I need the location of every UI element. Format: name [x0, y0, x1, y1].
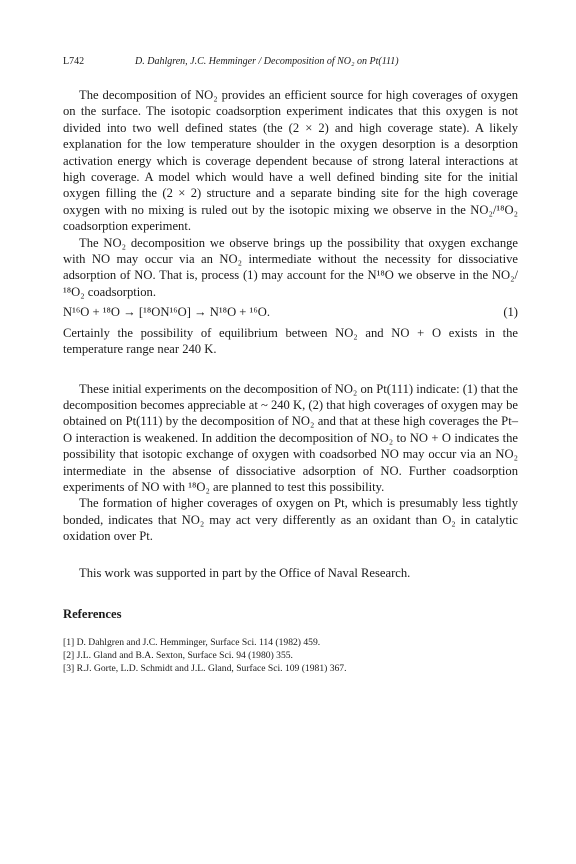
acknowledgement: This work was supported in part by the Office of Naval Research.: [79, 565, 411, 580]
running-title: D. Dahlgren, J.C. Hemminger / Decomposition of NO₂ on Pt(111): [135, 56, 399, 67]
page-number: L742: [63, 56, 85, 67]
equation-text: N¹⁶O + ¹⁸O → [¹⁸ON¹⁶O] → N¹⁸O + ¹⁶O.: [63, 305, 270, 320]
running-header: [63, 56, 518, 67]
references-heading: References: [63, 606, 122, 621]
paragraph: The formation of higher coverages of oxygen on Pt, which is presumably less tightly bonded, indicates that NO₂ may act very differently as an oxidant than O₂ in catalytic oxidation over Pt.: [63, 496, 518, 544]
paragraph: The NO₂ decomposition we observe brings up the possibility that oxygen exchange with NO may occur via an NO₂ intermediate without the necessity for dissociative adsorption of NO. That is, process (1) may account for the N¹⁸O we observe in the NO₂/¹⁸O₂ coadsorption.: [63, 235, 518, 299]
paragraph: These initial experiments on the decomposition of NO₂ on Pt(111) indicate: (1) that the decomposition becomes appreciable at ~ 240 K, (2) that high coverages of oxygen may be obtained on Pt(111) by the decomposition of NO₂ and that at these high coverages the Pt–O interaction is weakened. In addition the decomposition of NO₂ to NO + O indicates the possibility that isotopic exchange of oxygen with coadsorbed NO may occur via an NO₂ intermediate in the absense of dissociative adsorption of NO. Further coadsorption experiments of NO with ¹⁸O₂ are planned to test this possibility.: [63, 381, 518, 494]
equation-number: (1): [503, 305, 518, 320]
reference-item: [2] J.L. Gland and B.A. Sexton, Surface Sci. 94 (1980) 355.: [63, 649, 293, 661]
paragraph: The decomposition of NO₂ provides an efficient source for high coverages of oxygen on the surface. The isotopic coadsorption experiment indicates that this oxygen is not divided into two well defined states (the (2 × 2) and high coverage state). A likely explanation for the low temperature shoulder in the oxygen desorption is a desorption activation energy which is coverage dependent because of strong lateral interactions at high coverage. A model which would have a well defined binding site for the initial oxygen filling the (2 × 2) structure and a separate binding site for the high coverage oxygen with no mixing is ruled out by the isotopic mixing we observe in the NO₂/¹⁸O₂ coadsorption experiment.: [63, 88, 518, 234]
paragraph: Certainly the possibility of equilibrium between NO₂ and NO + O exists in the temperature range near 240 K.: [63, 325, 518, 357]
equation: [63, 304, 518, 320]
page: [63, 56, 518, 675]
reference-list: [63, 636, 518, 675]
reference-item: [3] R.J. Gorte, L.D. Schmidt and J.L. Gland, Surface Sci. 109 (1981) 367.: [63, 662, 347, 674]
reference-item: [1] D. Dahlgren and J.C. Hemminger, Surface Sci. 114 (1982) 459.: [63, 636, 321, 648]
